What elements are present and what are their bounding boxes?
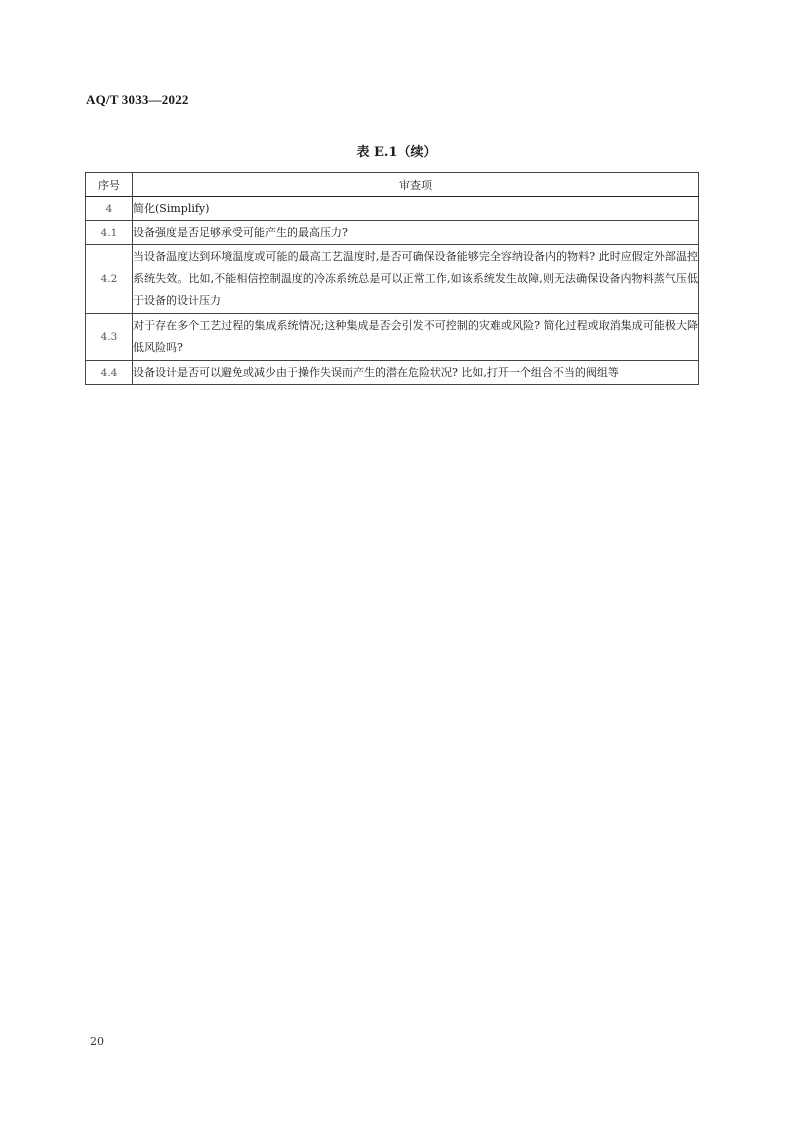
standard-code: AQ/T 3033—2022 (86, 92, 189, 107)
row-item-text: 设备强度是否足够承受可能产生的最高压力? (133, 221, 699, 245)
table-row (86, 314, 699, 361)
row-item-text: 当设备温度达到环境温度或可能的最高工艺温度时,是否可确保设备能够完全容纳设备内的物料? 此时应假定外部温控系统失效。比如,不能相信控制温度的冷冻系统总是可以正常工作,如该系统发生故障,则无法确保设备内物料蒸气压低于设备的设计压力 (133, 245, 699, 314)
page-number: 20 (90, 1035, 104, 1048)
row-number: 4 (86, 197, 133, 221)
table-header-row (86, 173, 699, 197)
table-row (86, 245, 699, 314)
table-caption: 表 E.1（续） (356, 145, 437, 160)
row-number: 4.3 (86, 314, 133, 361)
table-row (86, 361, 699, 385)
review-table (85, 172, 699, 385)
row-item-text: 对于存在多个工艺过程的集成系统情况;这种集成是否会引发不可控制的灾难或风险? 简化过程或取消集成可能极大降低风险吗? (133, 314, 699, 361)
row-number: 4.2 (86, 245, 133, 314)
row-item-text: 设备设计是否可以避免或减少由于操作失误而产生的潜在危险状况? 比如,打开一个组合不当的阀组等 (133, 361, 699, 385)
column-header-item: 审查项 (133, 173, 699, 197)
row-item-text: 简化(Simplify) (133, 197, 699, 221)
column-header-number: 序号 (86, 173, 133, 197)
table-row (86, 197, 699, 221)
table-row (86, 221, 699, 245)
row-number: 4.1 (86, 221, 133, 245)
row-number: 4.4 (86, 361, 133, 385)
